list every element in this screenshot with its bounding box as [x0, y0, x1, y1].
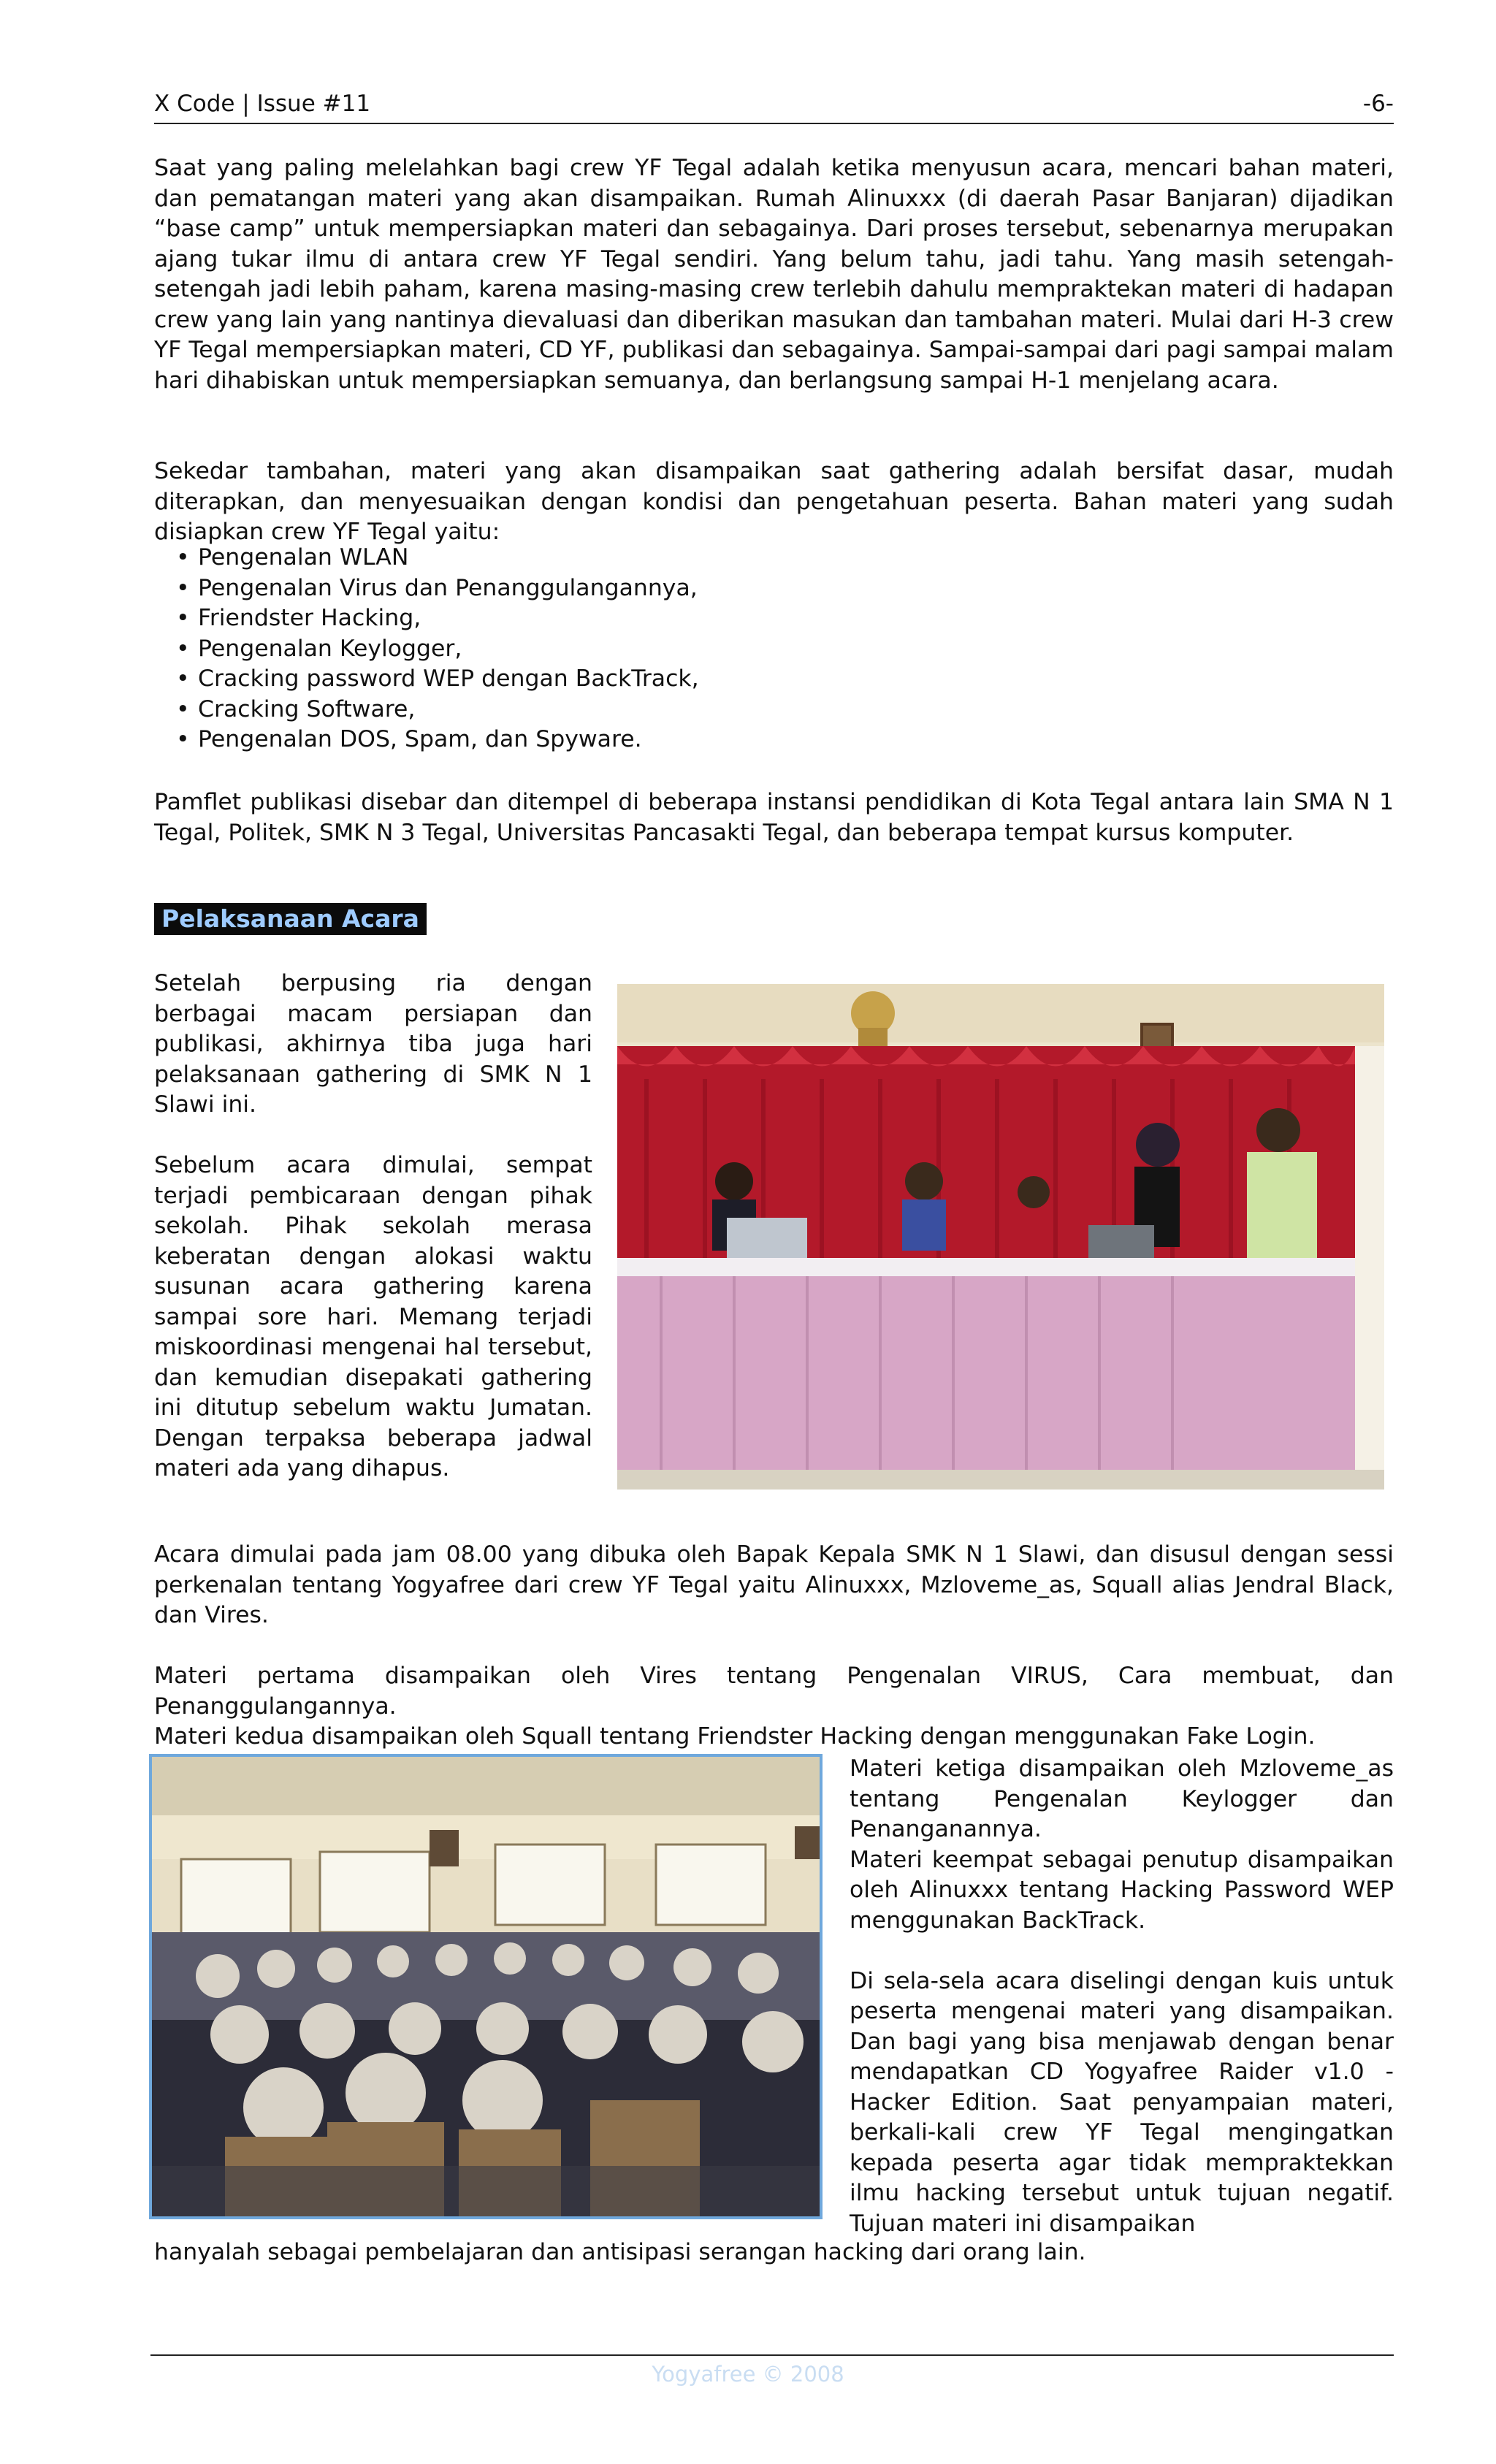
- paragraph-5a: Materi pertama disampaikan oleh Vires tentang Pengenalan VIRUS, Cara membuat, dan Penanggulangannya.: [154, 1663, 1394, 1720]
- paragraph-3: Pamflet publikasi disebar dan ditempel di beberapa instansi pendidikan di Kota Tegal antara lain SMA N 1 Tegal, Politek, SMK N 3 Tegal, Universitas Pancasakti Tegal, dan beberapa tempat kursus komputer.: [154, 789, 1394, 846]
- page-number: -6-: [1362, 91, 1394, 117]
- list-item: • Pengenalan Virus dan Penanggulangannya,: [154, 573, 1031, 604]
- stage-photo: [617, 984, 1384, 1490]
- pamflet-paragraph: [154, 787, 1394, 848]
- list-item: • Cracking password WEP dengan BackTrack,: [154, 664, 1031, 695]
- left-paragraph-1: Setelah berpusing ria dengan berbagai macam persiapan dan publikasi, akhirnya tiba juga hari pelaksanaan gathering di SMK N 1 Slawi ini.: [154, 970, 592, 1118]
- intro-paragraph: [154, 153, 1394, 396]
- paragraph-1: Saat yang paling melelahkan bagi crew YF Tegal adalah ketika menyusun acara, mencari bahan materi, dan pematangan materi yang akan disampaikan. Rumah Alinuxxx (di daerah Pasar Banjaran) dijadikan “base camp” untuk mempersiapkan materi dan sebagainya. Dari proses tersebut, sebenarnya merupakan ajang tukar ilmu di antara crew YF Tegal sendiri. Yang belum tahu, jadi tahu. Yang masih setengah-setengah jadi lebih paham, karena masing-masing crew terlebih dahulu mempraktekan materi di hadapan crew yang lain yang nantinya dievaluasi dan diberikan masukan dan tambahan materi. Mulai dari H-3 crew YF Tegal mempersiapkan materi, CD YF, publikasi dan sebagainya. Sampai-sampai dari pagi sampai malam hari dihabiskan untuk mempersiapkan semuanya, dan berlangsung sampai H-1 menjelang acara.: [154, 155, 1394, 394]
- list-item: • Cracking Software,: [154, 695, 1031, 725]
- audience-photo-image: [152, 1757, 820, 2216]
- materi-list: [154, 543, 1031, 755]
- paragraph-5b: Materi kedua disampaikan oleh Squall tentang Friendster Hacking dengan menggunakan Fake Login.: [154, 1723, 1316, 1750]
- materi-paragraph: [154, 1661, 1394, 1752]
- closing-line: [154, 2238, 1394, 2268]
- left-column: [154, 969, 592, 1484]
- audience-photo: [149, 1754, 823, 2219]
- right-paragraph-1: Materi ketiga disampaikan oleh Mzloveme_as tentang Pengenalan Keylogger dan Penanganannya.: [850, 1755, 1394, 1842]
- list-item: • Pengenalan WLAN: [154, 543, 1031, 573]
- right-paragraph-3: Di sela-sela acara diselingi dengan kuis untuk peserta mengenai materi yang disampaikan. Dan bagi yang bisa menjawab dengan benar mendapatkan CD Yogyafree Raider v1.0 - Hacker Edition. Saat penyampaian materi, berkali-kali crew YF Tegal mengingatkan kepada peserta agar tidak mempraktekkan ilmu hacking tersebut untuk tujuan negatif. Tujuan materi ini disampaikan: [850, 1967, 1394, 2237]
- right-paragraph-2: Materi keempat sebagai penutup disampaikan oleh Alinuxxx tentang Hacking Password WEP menggunakan BackTrack.: [850, 1846, 1394, 1934]
- right-column: [850, 1754, 1394, 2239]
- paragraph-2: Sekedar tambahan, materi yang akan disampaikan saat gathering adalah bersifat dasar, mudah diterapkan, dan menyesuaikan dengan kondisi dan pengetahuan peserta. Bahan materi yang sudah disiapkan crew YF Tegal yaitu:: [154, 458, 1394, 545]
- page-header: [154, 91, 1394, 124]
- list-item: • Pengenalan DOS, Spam, dan Spyware.: [154, 725, 1031, 755]
- list-item: • Friendster Hacking,: [154, 603, 1031, 634]
- page-footer: Yogyafree © 2008: [652, 2362, 844, 2387]
- stage-photo-image: [617, 984, 1384, 1490]
- section-heading: Pelaksanaan Acara: [154, 903, 427, 935]
- paragraph-4: Acara dimulai pada jam 08.00 yang dibuka oleh Bapak Kepala SMK N 1 Slawi, dan disusul dengan sessi perkenalan tentang Yogyafree dari crew YF Tegal yaitu Alinuxxx, Mzloveme_as, Squall alias Jendral Black, dan Vires.: [154, 1541, 1394, 1628]
- footer-divider: [150, 2354, 1394, 2356]
- opening-paragraph: [154, 1540, 1394, 1631]
- list-item: • Pengenalan Keylogger,: [154, 634, 1031, 665]
- last-line: hanyalah sebagai pembelajaran dan antisipasi serangan hacking dari orang lain.: [154, 2239, 1086, 2265]
- materi-intro: [154, 457, 1394, 548]
- header-title: X Code | Issue #11: [154, 91, 371, 117]
- left-paragraph-2: Sebelum acara dimulai, sempat terjadi pembicaraan dengan pihak sekolah. Pihak sekolah merasa keberatan dengan alokasi waktu susunan acara gathering karena sampai sore hari. Memang terjadi miskoordinasi mengenai hal tersebut, dan kemudian disepakati gathering ini ditutup sebelum waktu Jumatan. Dengan terpaksa beberapa jadwal materi ada yang dihapus.: [154, 1152, 592, 1481]
